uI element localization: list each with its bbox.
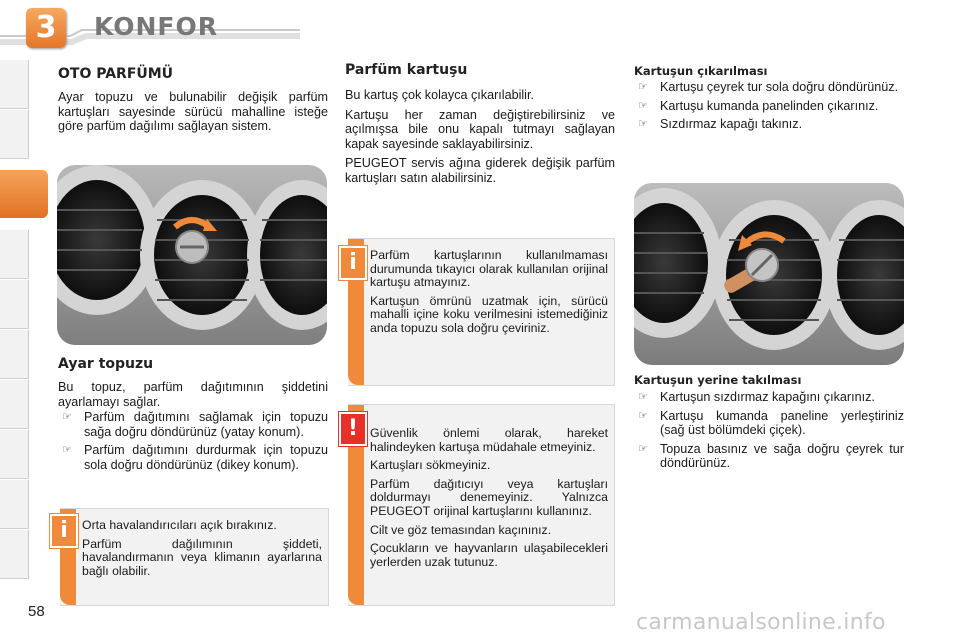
info-box-content [370, 249, 608, 341]
list-item: ☞ Parfüm dağıtımını durdurmak için topuzu sola doğru döndürünüz (dikey konum). [62, 443, 328, 472]
info-text: Orta havalandırıcıları açık bırakınız. [82, 518, 277, 532]
page-number: 58 [28, 603, 45, 620]
pointing-hand-icon: ☞ [62, 411, 72, 423]
list-item: ☞ Sızdırmaz kapağı takınız. [638, 117, 803, 131]
section-heading-removal: Kartuşun çıkarılması [634, 64, 768, 78]
pointing-hand-icon: ☞ [62, 444, 72, 456]
chapter-title: KONFOR [94, 12, 219, 41]
warning-text: Kartuşları sökmeyiniz. [370, 458, 491, 473]
list-item: ☞ Kartuşu çeyrek tur sola doğru döndürünüz. [638, 80, 899, 94]
section-heading-install: Kartuşun yerine takılması [634, 373, 802, 387]
pointing-hand-icon: ☞ [638, 118, 648, 130]
list-item: ☞ Kartuşu kumanda paneline yerleştiriniz (sağ üst bölümdeki çiçek). [638, 408, 904, 437]
intro-paragraph: Ayar topuzu ve bulunabilir değişik parfüm kartuşları sayesinde sürücü mahalline isteğe göre parfüm dağılımı sağlayan sistem. [58, 90, 328, 133]
side-tab-1[interactable] [0, 60, 29, 109]
warning-text: Çocukların ve hayvanların ulaşabilecekleri yerlerden uzak tutunuz. [370, 541, 608, 569]
info-box-content [82, 519, 322, 583]
side-tab-4[interactable] [0, 230, 29, 279]
info-text: Parfüm dağılımının şiddeti, havalandırmanın veya klimanın ayarlarına bağlı olabilir. [82, 536, 322, 578]
pointing-hand-icon: ☞ [638, 391, 648, 403]
list-item: ☞ Kartuşun sızdırmaz kapağını çıkarınız. [638, 390, 875, 404]
knob-instructions-list [58, 410, 328, 476]
chapter-side-tabs [0, 60, 30, 600]
paragraph: Kartuşu her zaman değiştirebilirsiniz ve açılmışsa bile onu kapalı tutmayı sağlayan kapak sayesinde saklayabilirsiniz. [345, 107, 615, 151]
side-tab-10[interactable] [0, 530, 29, 579]
install-steps-list [634, 390, 904, 475]
pointing-hand-icon: ☞ [638, 81, 648, 93]
info-icon: i [50, 514, 78, 548]
removal-steps-list [634, 80, 904, 136]
list-item: ☞ Parfüm dağıtımını sağlamak için topuzu sağa doğru döndürünüz (yatay konum). [62, 410, 328, 439]
pointing-hand-icon: ☞ [638, 409, 648, 422]
vent-knob-photo [57, 165, 327, 345]
section-heading-parfum-kartusu: Parfüm kartuşu [345, 62, 468, 78]
info-box-cartridge [348, 238, 615, 386]
section-heading-ayar-topuzu: Ayar topuzu [58, 356, 154, 372]
list-item: ☞ Kartuşu kumanda panelinden çıkarınız. [638, 98, 879, 113]
side-tab-9[interactable] [0, 480, 29, 529]
warning-text: Cilt ve göz temasından kaçınınız. [370, 522, 552, 537]
info-icon: i [339, 246, 367, 280]
chapter-number-badge: 3 [26, 8, 66, 48]
side-tab-6[interactable] [0, 330, 29, 379]
side-tab-5[interactable] [0, 280, 29, 329]
pointing-hand-icon: ☞ [638, 99, 648, 112]
warning-icon: ! [339, 412, 367, 446]
info-text: Parfüm kartuşlarının kullanılmaması durumunda tıkayıcı olarak kullanılan orijinal kartuşu atmayınız. [370, 248, 608, 290]
warning-box [348, 404, 615, 606]
side-tab-2[interactable] [0, 110, 29, 159]
cartridge-removal-photo [634, 183, 904, 365]
side-tab-active[interactable] [0, 170, 48, 218]
knob-paragraph: Bu topuz, parfüm dağıtımının şiddetini ayarlamayı sağlar. [58, 380, 328, 409]
info-box-ventilation [60, 508, 329, 606]
warning-text: Parfüm dağıtıcıyı veya kartuşları doldurmayı denemeyiniz. Yalnızca PEUGEOT orijinal kartuşlarını kullanınız. [370, 476, 608, 518]
watermark: carmanualsonline.info [636, 610, 886, 635]
paragraph: PEUGEOT servis ağına giderek değişik parfüm kartuşları satın alabilirsiniz. [345, 156, 615, 185]
section-heading-oto-parfum: OTO PARFÜMÜ [58, 66, 174, 82]
list-item: ☞ Topuza basınız ve sağa doğru çeyrek tur döndürünüz. [638, 441, 904, 470]
warning-text: Güvenlik önlemi olarak, hareket halindeyken kartuşa müdahale etmeyiniz. [370, 426, 608, 454]
side-tab-8[interactable] [0, 430, 29, 479]
warning-box-content [370, 427, 608, 574]
side-tab-7[interactable] [0, 380, 29, 429]
pointing-hand-icon: ☞ [638, 442, 648, 455]
cartridge-paragraphs [345, 88, 615, 190]
paragraph: Bu kartuş çok kolayca çıkarılabilir. [345, 88, 534, 102]
info-text: Kartuşun ömrünü uzatmak için, sürücü mahalli içine koku verilmesini istemediğiniz anda topuzu sola doğru çeviriniz. [370, 293, 608, 335]
